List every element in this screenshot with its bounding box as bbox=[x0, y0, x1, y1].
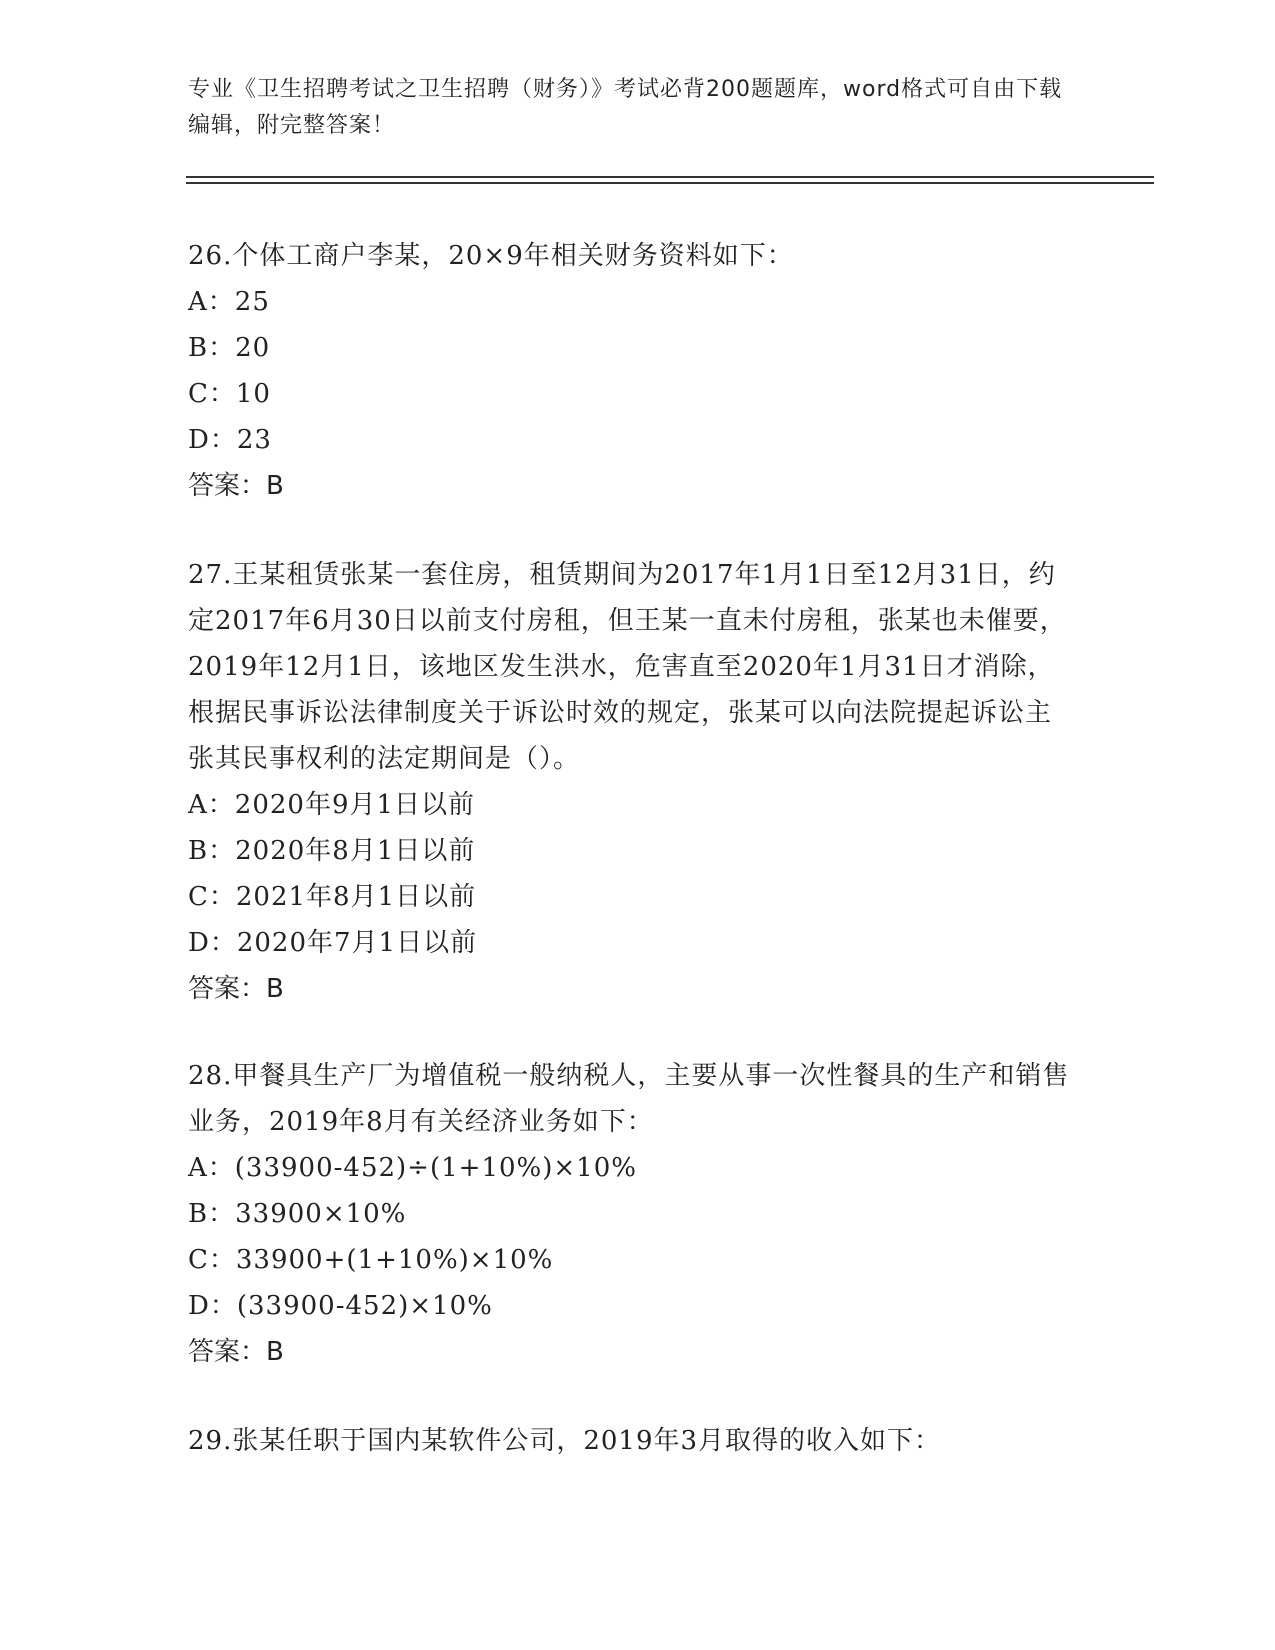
question-stem: 29.张某任职于国内某软件公司，2019年3月取得的收入如下： bbox=[188, 1426, 942, 1456]
question-stem: 27.王某租赁张某一套住房，租赁期间为2017年1月1日至12月31日，约定2017年6月30日以前支付房租，但王某一直未付房租，张某也未催要，2019年12月1日，该地区发生洪水，危害直至2020年1月31日才消除，根据民事诉讼法律制度关于诉讼时效的规定，张某可以向法院提起诉讼主张其民事权利的法定期间是（）。 bbox=[188, 560, 1067, 774]
option-c: C：10 bbox=[188, 379, 271, 409]
answer-line: 答案：B bbox=[188, 1337, 284, 1367]
option-b: B：33900×10% bbox=[188, 1199, 407, 1229]
header-divider bbox=[186, 176, 1154, 178]
document-header: 专业《卫生招聘考试之卫生招聘（财务）》考试必背200题题库，word格式可自由下载编辑，附完整答案！ bbox=[188, 77, 1063, 138]
question-stem: 26.个体工商户李某，20×9年相关财务资料如下： bbox=[188, 241, 794, 271]
option-a: A：(33900-452)÷(1+10%)×10% bbox=[188, 1153, 637, 1183]
option-c: C：2021年8月1日以前 bbox=[188, 882, 477, 912]
option-d: D：(33900-452)×10% bbox=[188, 1291, 493, 1321]
question-27 bbox=[188, 552, 1078, 1012]
option-a: A：25 bbox=[188, 287, 270, 317]
question-26 bbox=[188, 233, 1078, 509]
option-b: B：20 bbox=[188, 333, 271, 363]
question-28 bbox=[188, 1053, 1078, 1375]
option-c: C：33900+(1+10%)×10% bbox=[188, 1245, 554, 1275]
question-stem: 28.甲餐具生产厂为增值税一般纳税人，主要从事一次性餐具的生产和销售业务，2019年8月有关经济业务如下： bbox=[188, 1061, 1070, 1137]
question-29 bbox=[188, 1418, 1078, 1464]
answer-line: 答案：B bbox=[188, 471, 284, 501]
option-b: B：2020年8月1日以前 bbox=[188, 836, 476, 866]
option-a: A：2020年9月1日以前 bbox=[188, 790, 476, 820]
option-d: D：2020年7月1日以前 bbox=[188, 928, 478, 958]
option-d: D：23 bbox=[188, 425, 272, 455]
header-divider bbox=[186, 182, 1154, 184]
answer-line: 答案：B bbox=[188, 974, 284, 1004]
